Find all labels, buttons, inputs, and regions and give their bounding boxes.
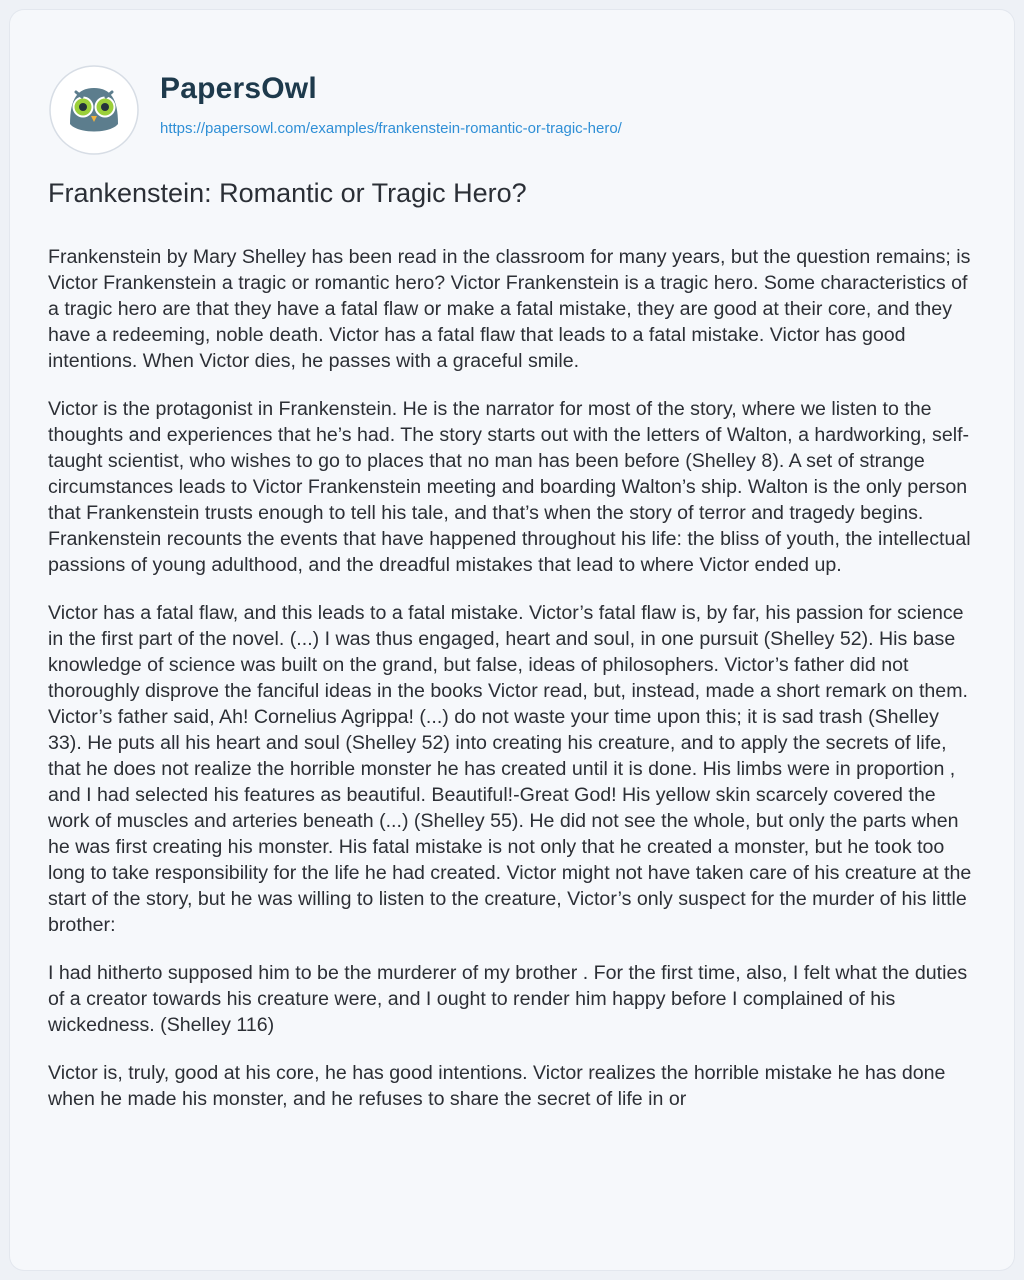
- paragraph: Victor has a fatal flaw, and this leads to a fatal mistake. Victor’s fatal flaw is, by far, his passion for science in the first part of the novel. (...) I was thus engaged, heart and soul, in one pursuit (Shelley 52). His base knowledge of science was built on the grand, but false, ideas of philosophers. Victor’s father did not thoroughly disprove the fanciful ideas in the books Victor read, but, instead, made a short remark on them. Victor’s father said, Ah! Cornelius Agrippa! (...) do not waste your time upon this; it is sad trash (Shelley 33). He puts all his heart and soul (Shelley 52) into creating his creature, and to apply the secrets of life, that he does not realize the horrible monster he has created until it is done. His limbs were in proportion , and I had selected his features as beautiful. Beautiful!-Great God! His yellow skin scarcely covered the work of muscles and arteries beneath (...) (Shelley 55). He did not see the whole, but only the parts when he was first creating his monster. His fatal mistake is not only that he created a monster, but he took too long to take responsibility for the life he had created. Victor might not have taken care of his creature at the start of the story, but he was willing to listen to the creature, Victor’s only suspect for the murder of his little brother:: [48, 602, 972, 936]
- essay-body: [48, 244, 978, 1134]
- document-page: [10, 10, 1014, 1270]
- paragraph: Victor is the protagonist in Frankenstein. He is the narrator for most of the story, where we listen to the thoughts and experiences that he’s had. The story starts out with the letters of Walton, a hardworking, self-taught scientist, who wishes to go to places that no man has been before (Shelley 8). A set of strange circumstances leads to Victor Frankenstein meeting and boarding Walton’s ship. Walton is the only person that Frankenstein trusts enough to tell his tale, and that’s when the story of terror and tragedy begins. Frankenstein recounts the events that have happened throughout his life: the bliss of youth, the intellectual passions of young adulthood, and the dreadful mistakes that lead to where Victor ended up.: [48, 398, 971, 576]
- page-title: Frankenstein: Romantic or Tragic Hero?: [48, 178, 527, 208]
- owl-logo-icon: [48, 64, 140, 156]
- brand-block: [160, 64, 622, 138]
- brand-name[interactable]: PapersOwl: [160, 72, 317, 105]
- paragraph: Frankenstein by Mary Shelley has been read in the classroom for many years, but the question remains; is Victor Frankenstein a tragic or romantic hero? Victor Frankenstein is a tragic hero. Some characteristics of a tragic hero are that they have a fatal flaw or make a fatal mistake, they are good at their core, and they have a redeeming, noble death. Victor has a fatal flaw that leads to a fatal mistake. Victor has good intentions. When Victor dies, he passes with a graceful smile.: [48, 246, 971, 372]
- block-quote: I had hitherto supposed him to be the murderer of my brother . For the first time, also, I felt what the duties of a creator towards his creature were, and I ought to render him happy before I complained of his wickedness. (Shelley 116): [48, 962, 968, 1036]
- source-url-link[interactable]: https://papersowl.com/examples/frankenstein-romantic-or-tragic-hero/: [160, 120, 622, 137]
- paragraph: Victor is, truly, good at his core, he has good intentions. Victor realizes the horrible mistake he has done when he made his monster, and he refuses to share the secret of life in or: [48, 1062, 946, 1110]
- header: [48, 64, 622, 156]
